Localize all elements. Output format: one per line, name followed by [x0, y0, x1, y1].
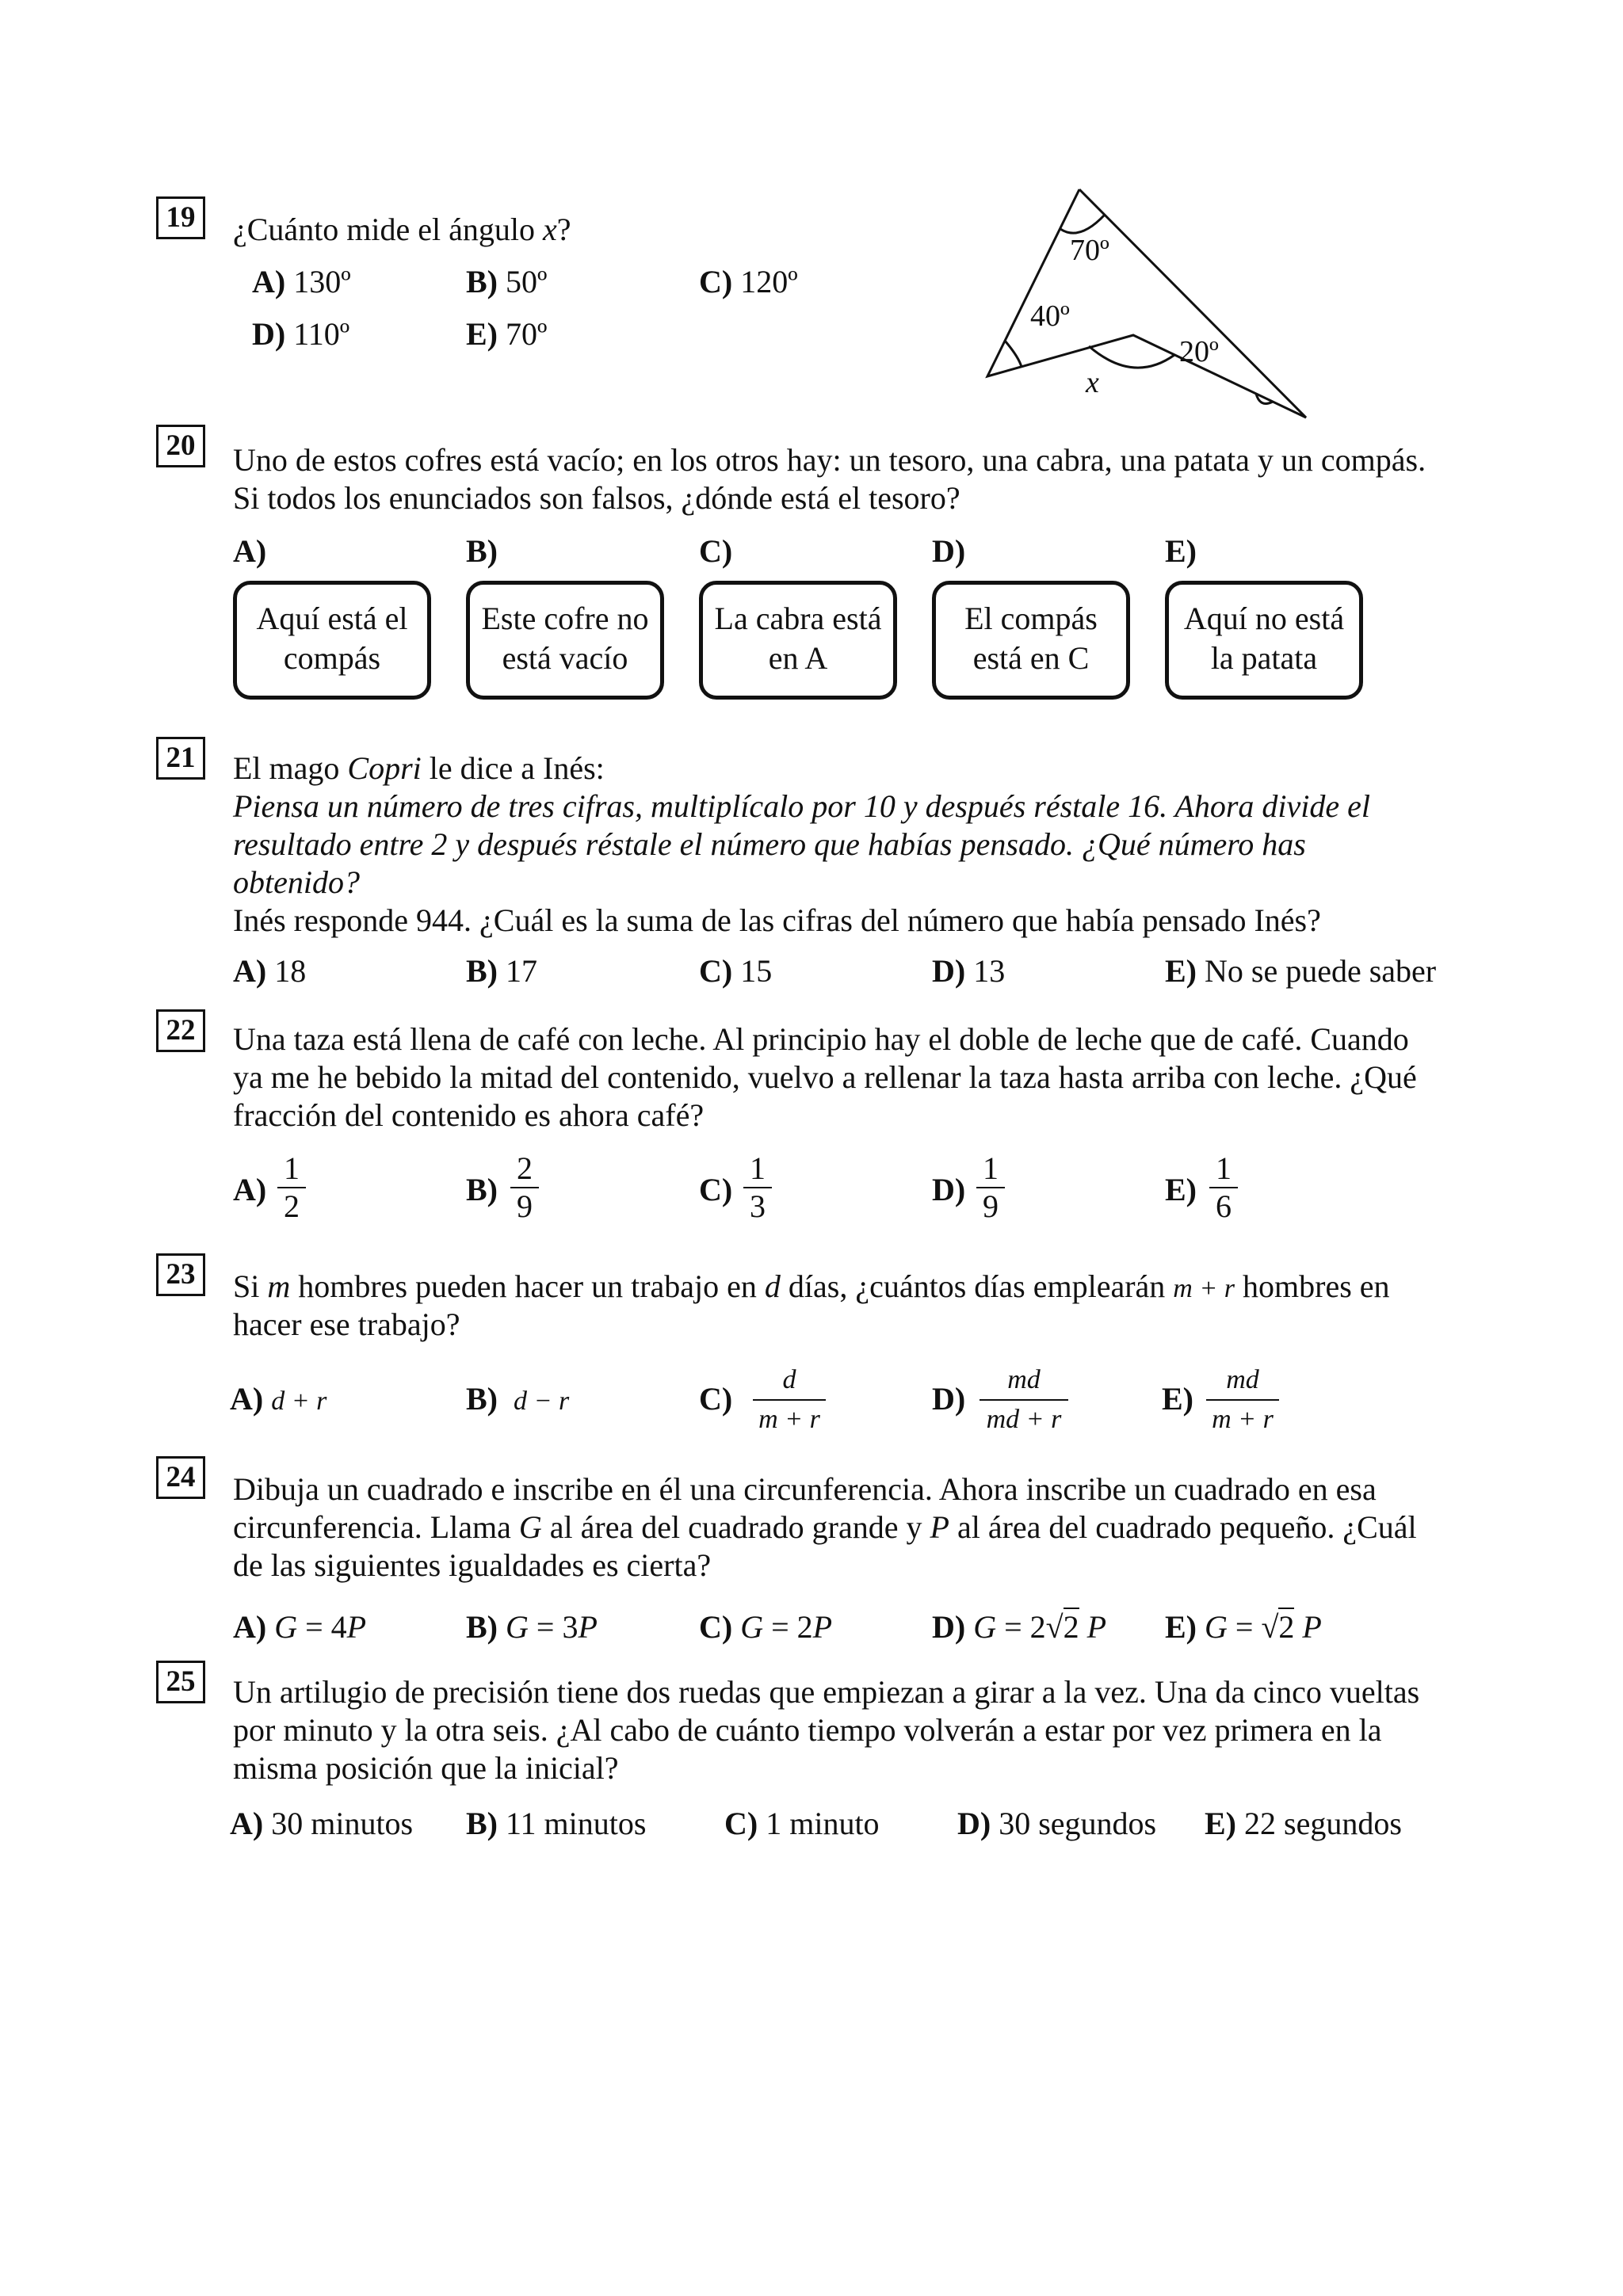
q24-option-b[interactable]: B) G = 3P	[466, 1609, 598, 1645]
q22-option-a-fraction[interactable]: 1 2	[277, 1150, 306, 1225]
q23-option-d-label[interactable]: D)	[932, 1381, 966, 1417]
q23-line-1: Si m hombres pueden hacer un trabajo en d días, ¿cuántos días emplearán m + r hombres en	[233, 1268, 1390, 1304]
q21-quote-2: resultado entre 2 y después réstale el número que habías pensado. ¿Qué número has	[233, 826, 1306, 862]
q19-option-c[interactable]: C) 120º	[699, 264, 798, 299]
q20-chest-e-label: E)	[1165, 533, 1197, 569]
q20-line-1: Uno de estos cofres está vacío; en los otros hay: un tesoro, una cabra, una patata y un compás.	[233, 442, 1426, 478]
q20-chest-d-label: D)	[932, 533, 966, 569]
question-number-20: 20	[156, 425, 205, 467]
q22-line-2: ya me he bebido la mitad del contenido, vuelvo a rellenar la taza hasta arriba con leche. ¿Qué	[233, 1059, 1417, 1095]
q20-chest-e[interactable]: Aquí no está la patata	[1165, 581, 1363, 700]
q22-option-c-label[interactable]: C)	[699, 1172, 733, 1207]
question-number-25: 25	[156, 1661, 205, 1703]
q22-option-e-label[interactable]: E)	[1165, 1172, 1197, 1207]
q23-option-d-fraction[interactable]: md md + r	[980, 1361, 1068, 1439]
q24-option-c[interactable]: C) G = 2P	[699, 1609, 833, 1645]
q22-option-e-fraction[interactable]: 1 6	[1209, 1150, 1238, 1225]
sqrt-icon: √	[1261, 1609, 1279, 1645]
q23-option-a[interactable]: A) d + r	[230, 1381, 327, 1417]
q21-option-e[interactable]: E) No se puede saber	[1165, 953, 1437, 989]
q19-label-40: 40º	[1030, 299, 1070, 333]
q20-chest-b-label: B)	[466, 533, 498, 569]
q22-line-3: fracción del contenido es ahora café?	[233, 1097, 705, 1133]
q19-label-20: 20º	[1179, 335, 1219, 368]
q23-option-c-label[interactable]: C)	[699, 1381, 733, 1417]
q20-chest-c-label: C)	[699, 533, 733, 569]
q25-line-3: misma posición que la inicial?	[233, 1750, 619, 1786]
q23-option-e-fraction[interactable]: md m + r	[1206, 1361, 1279, 1439]
q19-option-a[interactable]: A) 130º	[252, 264, 351, 299]
q22-option-c-fraction[interactable]: 1 3	[743, 1150, 772, 1225]
q20-chest-a[interactable]: Aquí está el compás	[233, 581, 431, 700]
question-number-24: 24	[156, 1456, 205, 1499]
q22-line-1: Una taza está llena de café con leche. Al principio hay el doble de leche que de café. Cuando	[233, 1021, 1409, 1057]
q25-option-b[interactable]: B) 11 minutos	[466, 1806, 647, 1841]
q25-option-c[interactable]: C) 1 minuto	[724, 1806, 880, 1841]
q24-line-2: circunferencia. Llama G al área del cuadrado grande y P al área del cuadrado pequeño. ¿Cuál	[233, 1509, 1417, 1545]
q19-question: ¿Cuánto mide el ángulo x?	[233, 212, 571, 247]
q22-option-a-label[interactable]: A)	[233, 1172, 267, 1207]
q19-angle-arc-top	[1060, 215, 1105, 233]
q20-line-2: Si todos los enunciados son falsos, ¿dónde está el tesoro?	[233, 480, 960, 516]
q19-option-e[interactable]: E) 70º	[466, 316, 548, 352]
q25-option-d[interactable]: D) 30 segundos	[957, 1806, 1157, 1841]
q21-quote-1: Piensa un número de tres cifras, multiplícalo por 10 y después réstale 16. Ahora divide el	[233, 788, 1370, 824]
q22-option-b-fraction[interactable]: 2 9	[510, 1150, 539, 1225]
q19-label-70: 70º	[1070, 234, 1109, 267]
q21-quote-3: obtenido?	[233, 864, 360, 900]
q25-option-a[interactable]: A) 30 minutos	[230, 1806, 414, 1841]
q20-chest-d[interactable]: El compás está en C	[932, 581, 1130, 700]
q24-line-1: Dibuja un cuadrado e inscribe en él una circunferencia. Ahora inscribe un cuadrado en esa	[233, 1471, 1377, 1507]
question-number-21: 21	[156, 737, 205, 780]
q21-line-last: Inés responde 944. ¿Cuál es la suma de las cifras del número que había pensado Inés?	[233, 902, 1321, 938]
sqrt-icon: √	[1045, 1609, 1064, 1645]
q23-option-e-label[interactable]: E)	[1162, 1381, 1193, 1417]
q25-line-1: Un artilugio de precisión tiene dos ruedas que empiezan a girar a la vez. Una da cinco vueltas	[233, 1674, 1420, 1710]
q19-label-x: x	[1086, 366, 1099, 399]
q22-option-d-fraction[interactable]: 1 9	[976, 1150, 1005, 1225]
q24-option-a[interactable]: A) G = 4P	[233, 1609, 367, 1645]
q21-intro: El mago Copri le dice a Inés:	[233, 750, 605, 786]
q24-option-e[interactable]: E) G = √2 P	[1165, 1609, 1322, 1645]
q23-line-2: hacer ese trabajo?	[233, 1306, 460, 1342]
q21-option-b[interactable]: B) 17	[466, 953, 537, 989]
q24-option-d[interactable]: D) G = 2√2 P	[932, 1609, 1107, 1645]
question-number-22: 22	[156, 1009, 205, 1052]
q21-option-d[interactable]: D) 13	[932, 953, 1006, 989]
q23-option-b[interactable]: B) d − r	[466, 1381, 570, 1417]
q25-line-2: por minuto y la otra seis. ¿Al cabo de cuánto tiempo volverán a estar por vez primera en la	[233, 1712, 1382, 1748]
q21-option-c[interactable]: C) 15	[699, 953, 773, 989]
question-number-23: 23	[156, 1253, 205, 1296]
question-number-19: 19	[156, 196, 205, 239]
q21-option-a[interactable]: A) 18	[233, 953, 307, 989]
q19-option-b[interactable]: B) 50º	[466, 264, 548, 299]
q24-line-3: de las siguientes igualdades es cierta?	[233, 1547, 712, 1583]
q22-option-d-label[interactable]: D)	[932, 1172, 966, 1207]
q20-chest-a-label: A)	[233, 533, 267, 569]
q20-chest-c[interactable]: La cabra está en A	[699, 581, 897, 700]
q20-chest-b[interactable]: Este cofre no está vacío	[466, 581, 664, 700]
q19-angle-arc-left	[1005, 341, 1022, 367]
q25-option-e[interactable]: E) 22 segundos	[1205, 1806, 1402, 1841]
q23-option-c-fraction[interactable]: d m + r	[753, 1361, 826, 1439]
q19-triangle-figure	[975, 178, 1323, 432]
q22-option-b-label[interactable]: B)	[466, 1172, 498, 1207]
q19-option-d[interactable]: D) 110º	[252, 316, 350, 352]
